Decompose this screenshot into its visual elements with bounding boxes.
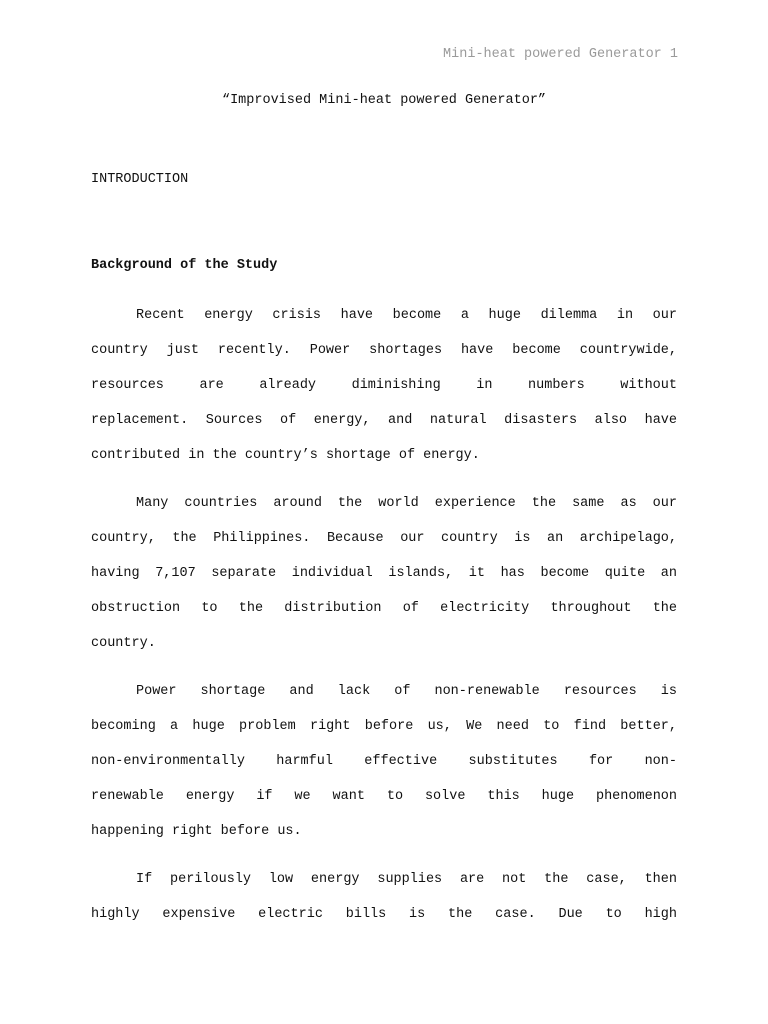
paragraph-line: having 7,107 separate individual islands, it has become quite an	[91, 566, 677, 581]
paragraph-line: Many countries around the world experience the same as our	[136, 496, 677, 511]
paragraph-line: contributed in the country’s shortage of energy.	[91, 448, 480, 463]
paragraph-line: obstruction to the distribution of electricity throughout the	[91, 601, 677, 616]
paragraph-line: Power shortage and lack of non-renewable resources is	[136, 684, 677, 699]
paragraph-line: If perilously low energy supplies are not the case, then	[136, 872, 677, 887]
paragraph	[91, 862, 677, 932]
paragraph-line: non-environmentally harmful effective substitutes for non-	[91, 754, 677, 769]
subsection-heading: Background of the Study	[91, 258, 278, 273]
paragraph-line: country, the Philippines. Because our country is an archipelago,	[91, 531, 677, 546]
running-header: Mini-heat powered Generator 1	[443, 47, 678, 62]
paragraph-line: resources are already diminishing in numbers without	[91, 378, 677, 393]
paragraph-line: renewable energy if we want to solve this huge phenomenon	[91, 789, 677, 804]
body-text	[91, 298, 677, 945]
paragraph-line: replacement. Sources of energy, and natural disasters also have	[91, 413, 677, 428]
paragraph	[91, 298, 677, 473]
paragraph-line: country.	[91, 636, 156, 651]
paragraph	[91, 674, 677, 849]
paragraph-line: Recent energy crisis have become a huge dilemma in our	[136, 308, 677, 323]
paragraph-line: becoming a huge problem right before us, We need to find better,	[91, 719, 677, 734]
section-heading: INTRODUCTION	[91, 172, 189, 187]
paragraph-line: happening right before us.	[91, 824, 302, 839]
document-title: “Improvised Mini-heat powered Generator”	[221, 93, 547, 108]
paragraph-line: country just recently. Power shortages have become countrywide,	[91, 343, 677, 358]
paragraph-line: highly expensive electric bills is the case. Due to high	[91, 907, 677, 922]
paragraph	[91, 486, 677, 661]
